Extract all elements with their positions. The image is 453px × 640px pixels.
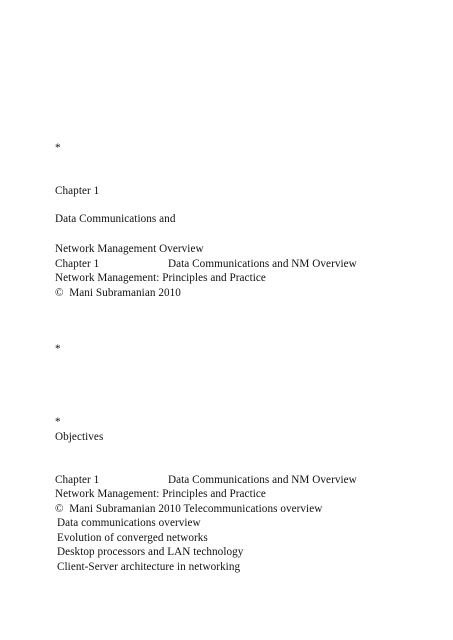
copyright-line: © Mani Subramanian 2010 Telecommunications overview xyxy=(55,503,323,515)
running-header-topic: Data Communications and NM Overview xyxy=(168,258,357,270)
running-header-chapter: Chapter 1 xyxy=(55,474,100,486)
section-heading: Objectives xyxy=(55,431,104,443)
objective-item: Data communications overview xyxy=(57,517,201,529)
running-header-chapter: Chapter 1 xyxy=(55,258,100,270)
objective-item: Client-Server architecture in networking xyxy=(57,561,241,573)
chapter-label: Chapter 1 xyxy=(55,185,100,197)
slide-separator-star: * xyxy=(55,142,61,154)
copyright-line: © Mani Subramanian 2010 xyxy=(55,287,181,299)
book-title: Network Management: Principles and Practice xyxy=(55,488,266,500)
slide-title-line-2: Network Management Overview xyxy=(55,243,204,255)
slide-separator-star: * xyxy=(55,416,61,428)
objective-item: Desktop processors and LAN technology xyxy=(57,546,244,558)
book-title: Network Management: Principles and Practice xyxy=(55,272,266,284)
slide-separator-star: * xyxy=(55,343,61,355)
running-header-topic: Data Communications and NM Overview xyxy=(168,474,357,486)
objective-item: Evolution of converged networks xyxy=(57,532,208,544)
slide-title-line-1: Data Communications and xyxy=(55,213,176,225)
